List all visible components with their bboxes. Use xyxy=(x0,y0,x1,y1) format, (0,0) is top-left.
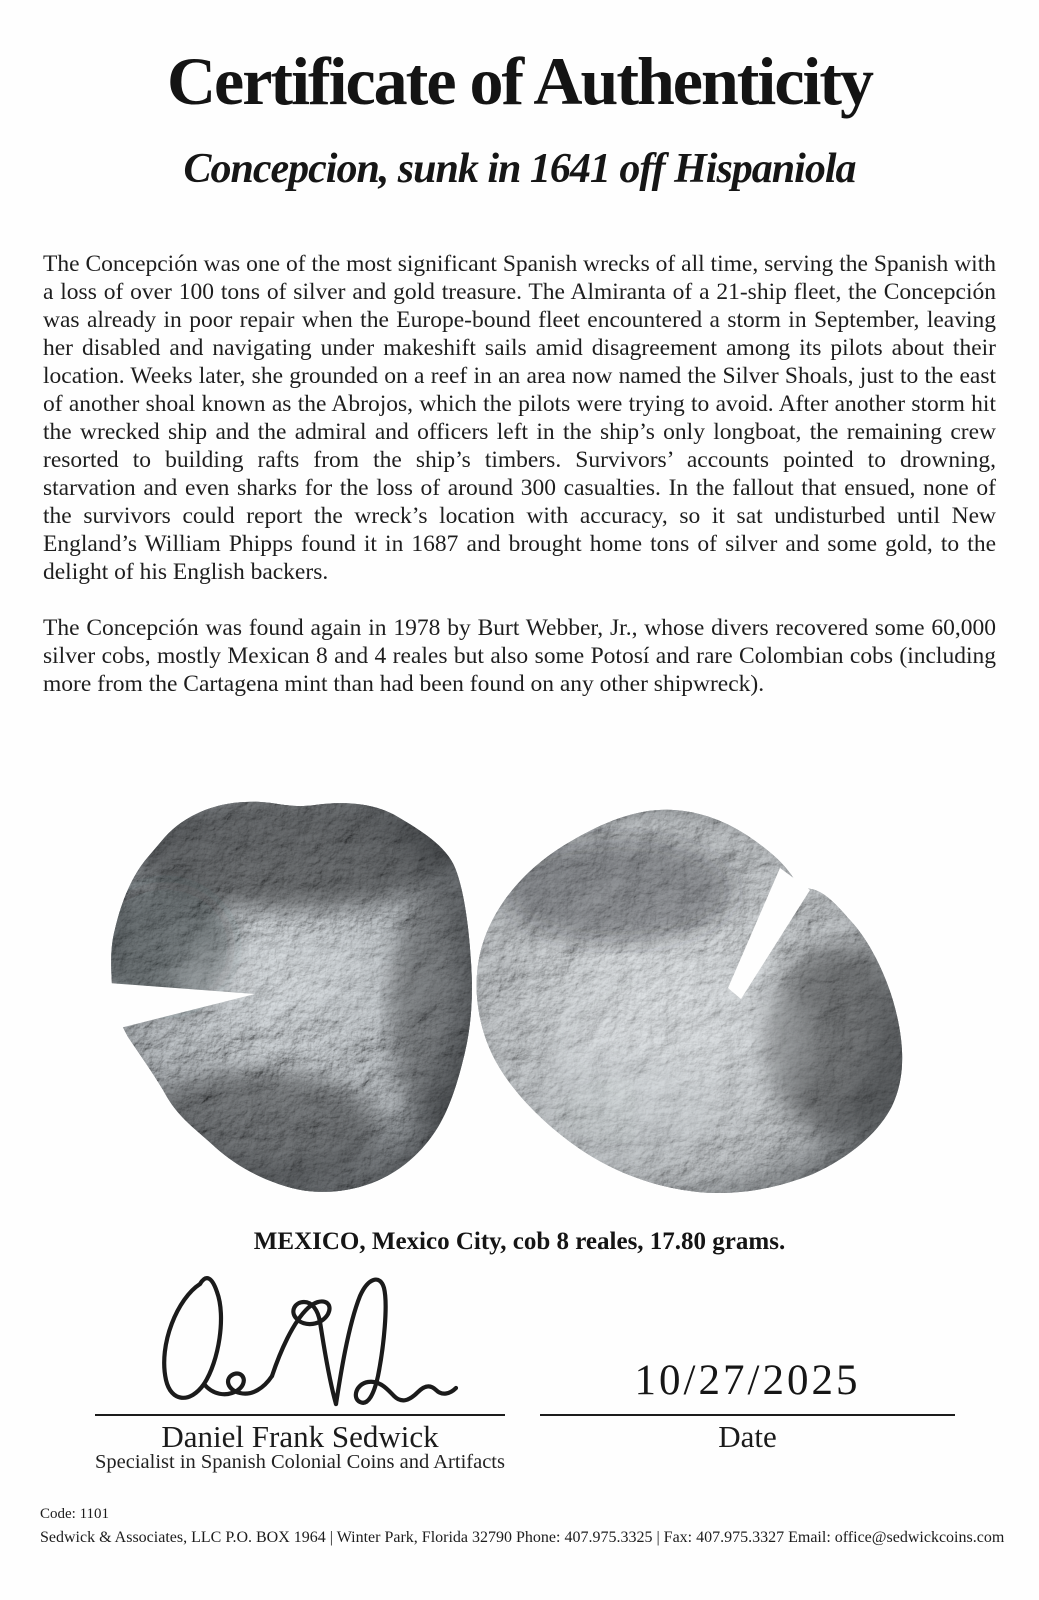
coin-obverse-photo xyxy=(110,797,474,1197)
body-paragraph-1: The Concepción was one of the most significant Spanish wrecks of all time, serving the Spanish with a loss of over 100 tons of silver and gold treasure. The Almiranta of a 21-ship fleet, the Concepción was already in poor repair when the Europe-bound fleet encountered a storm in September, leaving her disabled and navigating under makeshift sails amid disagreement among its pilots about their location. Weeks later, she grounded on a reef in an area now named the Silver Shoals, just to the east of another shoal known as the Abrojos, which the pilots were trying to avoid. After another storm hit the wrecked ship and the admiral and officers left in the ship’s only longboat, the remaining crew resorted to building rafts from the ship’s timbers. Survivors’ accounts pointed to drowning, starvation and even sharks for the loss of around 300 casualties. In the fallout that ensued, none of the survivors could report the wreck’s location with accuracy, so it sat undisturbed until New England’s William Phipps found it in 1687 and brought home tons of silver and some gold, to the delight of his English backers. xyxy=(43,251,996,585)
company-contact-line: Sedwick & Associates, LLC P.O. BOX 1964 | Winter Park, Florida 32790 Phone: 407.975.3325 | Fax: 407.975.3327 Email: office@sedwickcoins.com xyxy=(40,1529,1005,1546)
date-value: 10/27/2025 xyxy=(634,1357,861,1404)
signatory-title: Specialist in Spanish Colonial Coins and Artifacts xyxy=(95,1451,505,1473)
signature-line xyxy=(95,1414,505,1416)
signature-image xyxy=(88,1268,460,1416)
certificate-subtitle: Concepcion, sunk in 1641 off Hispaniola xyxy=(183,146,856,192)
date-line xyxy=(540,1414,955,1416)
coin-caption: MEXICO, Mexico City, cob 8 reales, 17.80 grams. xyxy=(253,1228,786,1255)
signatory-name: Daniel Frank Sedwick xyxy=(161,1419,439,1454)
certificate-code: Code: 1101 xyxy=(40,1506,110,1522)
coin-reverse-photo xyxy=(468,806,906,1194)
date-label: Date xyxy=(718,1419,777,1454)
certificate-title: Certificate of Authenticity xyxy=(166,43,873,119)
certificate-body xyxy=(43,250,996,698)
body-paragraph-2: The Concepción was found again in 1978 by Burt Webber, Jr., whose divers recovered some 60,000 silver cobs, mostly Mexican 8 and 4 reales but also some Potosí and rare Colombian cobs (including more from the Cartagena mint than had been found on any other shipwreck). xyxy=(43,615,996,697)
